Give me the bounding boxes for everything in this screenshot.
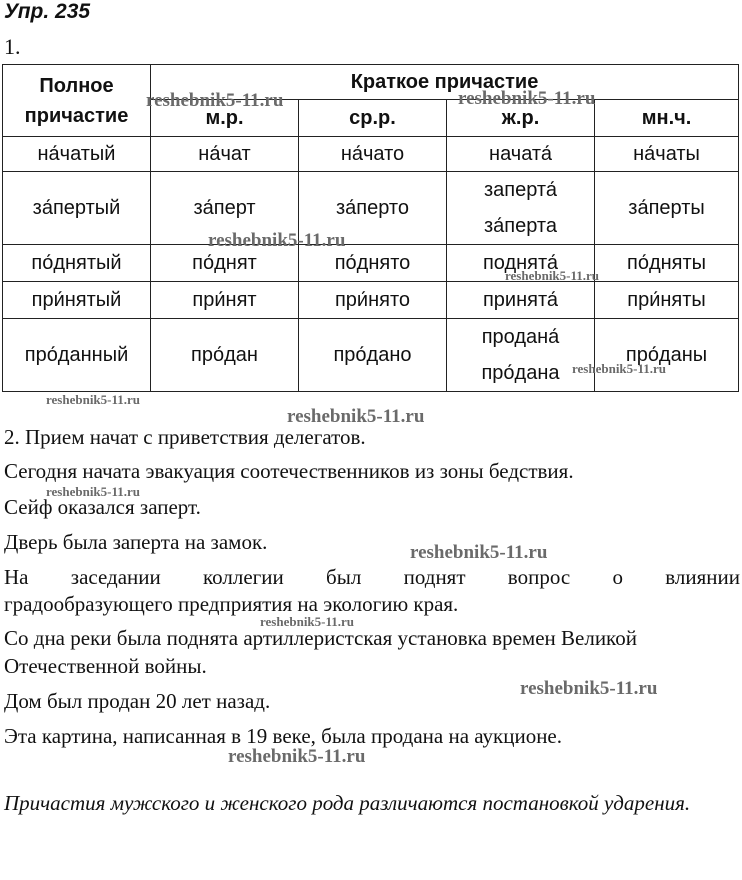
cell-masculine: за́перт	[151, 172, 299, 245]
watermark: reshebnik5-11.ru	[572, 361, 667, 376]
cell-full: при́нятый	[3, 282, 151, 319]
cell-full: за́пертый	[3, 172, 151, 245]
sentence: градообразующего предприятия на экологию края.	[4, 592, 459, 616]
cell-masculine: при́нят	[151, 282, 299, 319]
header-short-participle: Краткое причастие	[151, 65, 739, 100]
cell-neuter: по́днято	[299, 245, 447, 282]
subheader-masculine: м.р.	[151, 100, 299, 137]
cell-plural: на́чаты	[595, 137, 739, 172]
sentence: На заседании коллегии был поднят вопрос о влиянии	[4, 565, 740, 589]
watermark: reshebnik5-11.ru	[410, 542, 548, 563]
cell-plural: по́дняты	[595, 245, 739, 282]
cell-neuter: за́перто	[299, 172, 447, 245]
feminine-variant: продана́	[481, 326, 560, 348]
table-row	[3, 245, 739, 282]
watermark: reshebnik5-11.ru	[208, 230, 346, 251]
subheader-plural: мн.ч.	[595, 100, 739, 137]
table-row	[3, 319, 739, 392]
sentence: Отечественной войны.	[4, 654, 207, 678]
watermark: reshebnik5-11.ru	[46, 484, 141, 499]
participle-table	[2, 64, 739, 392]
table-row	[3, 137, 739, 172]
cell-full: по́днятый	[3, 245, 151, 282]
watermark: reshebnik5-11.ru	[146, 90, 284, 111]
sentence: Дверь была заперта на замок.	[4, 530, 268, 554]
cell-neuter: про́дано	[299, 319, 447, 392]
watermark: reshebnik5-11.ru	[260, 614, 355, 629]
subheader-neuter: ср.р.	[299, 100, 447, 137]
subheader-feminine: ж.р.	[447, 100, 595, 137]
sentence: Сейф оказался заперт.	[4, 495, 201, 519]
cell-feminine: начата́	[447, 137, 595, 172]
sentence: Сегодня начата эвакуация соотечественников из зоны бедствия.	[4, 459, 574, 483]
conclusion-note: Причастия мужского и женского рода различаются постановкой ударения.	[4, 791, 691, 815]
cell-masculine: по́днят	[151, 245, 299, 282]
table-row	[3, 282, 739, 319]
watermark: reshebnik5-11.ru	[505, 268, 600, 283]
cell-masculine: про́дан	[151, 319, 299, 392]
watermark: reshebnik5-11.ru	[228, 746, 366, 767]
cell-full: про́данный	[3, 319, 151, 392]
cell-feminine	[447, 319, 595, 392]
watermark: reshebnik5-11.ru	[287, 406, 425, 427]
cell-full: на́чатый	[3, 137, 151, 172]
cell-feminine: принята́	[447, 282, 595, 319]
task-1-label: 1.	[4, 34, 21, 59]
sentence: Со дна реки была поднята артиллеристская установка времен Великой	[4, 626, 637, 650]
cell-plural: про́даны	[595, 319, 739, 392]
cell-feminine: поднята́	[447, 245, 595, 282]
feminine-variant: заперта́	[484, 179, 557, 201]
cell-plural: при́няты	[595, 282, 739, 319]
sentence: Дом был продан 20 лет назад.	[4, 689, 271, 713]
watermark: reshebnik5-11.ru	[520, 678, 658, 699]
feminine-variant: про́дана	[481, 362, 560, 384]
table-row	[3, 172, 739, 245]
watermark: reshebnik5-11.ru	[46, 392, 141, 407]
feminine-variant: за́перта	[484, 215, 557, 237]
sentence: 2. Прием начат с приветствия делегатов.	[4, 425, 366, 449]
sentence: Эта картина, написанная в 19 веке, была продана на аукционе.	[4, 724, 563, 748]
cell-neuter: при́нято	[299, 282, 447, 319]
exercise-title: Упр. 235	[4, 0, 91, 23]
header-full-participle: Полное причастие	[3, 65, 151, 137]
cell-masculine: на́чат	[151, 137, 299, 172]
cell-feminine	[447, 172, 595, 245]
cell-plural: за́перты	[595, 172, 739, 245]
table-header-row	[3, 65, 739, 100]
cell-neuter: на́чато	[299, 137, 447, 172]
watermark: reshebnik5-11.ru	[458, 88, 596, 109]
